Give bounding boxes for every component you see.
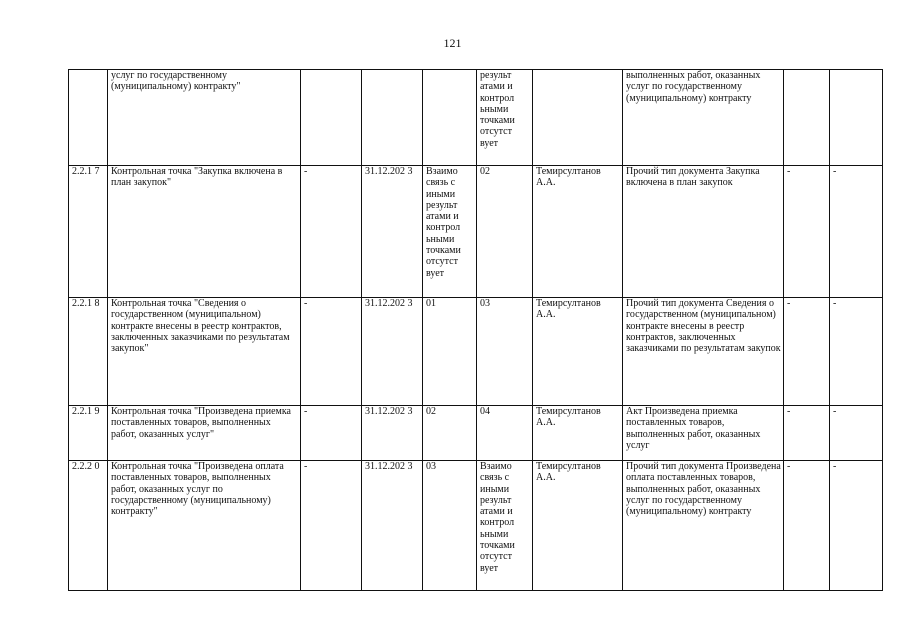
document-type-cell: Прочий тип документа Произведена оплата поставленных товаров, выполненных работ, оказанных услуг по государственному (муниципальному) контракту — [623, 461, 784, 591]
table-row — [69, 298, 883, 406]
table-row — [69, 406, 883, 461]
predecessor-cell: 03 — [423, 461, 477, 591]
extra-cell-1: - — [784, 298, 830, 406]
successor-cell: 04 — [477, 406, 533, 461]
control-point-name-cell: Контрольная точка "Закупка включена в план закупок" — [108, 166, 301, 298]
successor-cell: результ атами и контрол ьными точками отсутст вует — [477, 70, 533, 166]
responsible-cell: Темирсултанов А.А. — [533, 461, 623, 591]
predecessor-cell: 02 — [423, 406, 477, 461]
extra-cell-1: - — [784, 406, 830, 461]
end-date-cell: 31.12.202 3 — [362, 406, 423, 461]
control-point-name-cell: Контрольная точка "Произведена приемка поставленных товаров, выполненных работ, оказанных услуг" — [108, 406, 301, 461]
table-row — [69, 166, 883, 298]
control-points-table — [68, 69, 883, 591]
extra-cell-1 — [784, 70, 830, 166]
responsible-cell: Темирсултанов А.А. — [533, 166, 623, 298]
row-number-cell: 2.2.1 8 — [69, 298, 108, 406]
row-number-cell: 2.2.1 9 — [69, 406, 108, 461]
successor-cell: 02 — [477, 166, 533, 298]
start-date-cell — [301, 70, 362, 166]
start-date-cell: - — [301, 298, 362, 406]
extra-cell-2: - — [830, 298, 883, 406]
document-type-cell: Акт Произведена приемка поставленных товаров, выполненных работ, оказанных услуг — [623, 406, 784, 461]
predecessor-cell — [423, 70, 477, 166]
table-row — [69, 70, 883, 166]
start-date-cell: - — [301, 166, 362, 298]
row-number-cell: 2.2.1 7 — [69, 166, 108, 298]
control-point-name-cell: Контрольная точка "Сведения о государственном (муниципальном) контракте внесены в реестр контрактов, заключенных заказчиками по результатам закупок" — [108, 298, 301, 406]
row-number-cell — [69, 70, 108, 166]
extra-cell-1: - — [784, 461, 830, 591]
extra-cell-2 — [830, 70, 883, 166]
successor-cell: 03 — [477, 298, 533, 406]
page-number: 121 — [443, 36, 462, 50]
start-date-cell: - — [301, 461, 362, 591]
end-date-cell: 31.12.202 3 — [362, 461, 423, 591]
control-point-name-cell: услуг по государственному (муниципальному) контракту" — [108, 70, 301, 166]
extra-cell-1: - — [784, 166, 830, 298]
control-point-name-cell: Контрольная точка "Произведена оплата поставленных товаров, выполненных работ, оказанных услуг по государственному (муниципальному) контракту" — [108, 461, 301, 591]
start-date-cell: - — [301, 406, 362, 461]
predecessor-cell: 01 — [423, 298, 477, 406]
document-type-cell: выполненных работ, оказанных услуг по государственному (муниципальному) контракту — [623, 70, 784, 166]
table-row — [69, 461, 883, 591]
end-date-cell: 31.12.202 3 — [362, 166, 423, 298]
responsible-cell: Темирсултанов А.А. — [533, 298, 623, 406]
responsible-cell — [533, 70, 623, 166]
document-type-cell: Прочий тип документа Закупка включена в план закупок — [623, 166, 784, 298]
responsible-cell: Темирсултанов А.А. — [533, 406, 623, 461]
end-date-cell: 31.12.202 3 — [362, 298, 423, 406]
extra-cell-2: - — [830, 166, 883, 298]
document-type-cell: Прочий тип документа Сведения о государственном (муниципальном) контракте внесены в реестр контрактов, заключенных заказчиками по результатам закупок — [623, 298, 784, 406]
row-number-cell: 2.2.2 0 — [69, 461, 108, 591]
end-date-cell — [362, 70, 423, 166]
extra-cell-2: - — [830, 406, 883, 461]
successor-cell: Взаимо связь с иными результ атами и контрол ьными точками отсутст вует — [477, 461, 533, 591]
extra-cell-2: - — [830, 461, 883, 591]
predecessor-cell: Взаимо связь с иными результ атами и контрол ьными точками отсутст вует — [423, 166, 477, 298]
